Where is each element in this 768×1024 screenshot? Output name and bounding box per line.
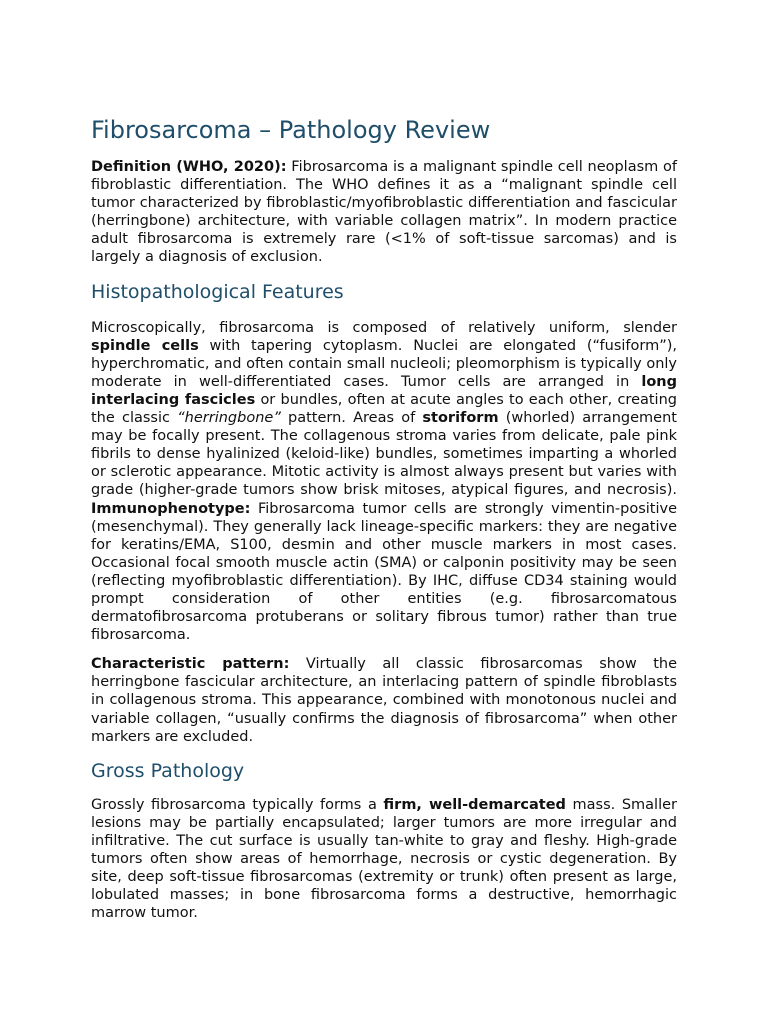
histo-text-1: Microscopically, fibrosarcoma is composed of relatively uniform, slender — [91, 319, 677, 336]
gross-text-1: Grossly fibrosarcoma typically forms a — [91, 796, 384, 813]
definition-label: Definition (WHO, 2020): — [91, 159, 287, 175]
histo-bold-fascicles: long interlacing fascicles — [91, 373, 677, 408]
histopathology-heading: Histopathological Features — [91, 280, 344, 303]
histopathology-paragraph — [91, 319, 677, 645]
histo-bold-spindle-cells: spindle cells — [91, 337, 199, 354]
characteristic-text: Virtually all classic fibrosarcomas show the herringbone fascicular architecture, an interlacing pattern of spindle fibroblasts in collagenous stroma. This appearance, combined with monotonous nuclei and variable collagen, “usually confirms the diagnosis of fibrosarcoma” when other markers are excluded. — [91, 656, 677, 745]
definition-text: Fibrosarcoma is a malignant spindle cell neoplasm of fibroblastic differentiation. The WHO defines it as a “malignant spindle cell tumor characterized by fibroblastic/myofibroblastic differentiation and fascicular (herringbone) architecture, with variable collagen matrix”. In modern practice adult fibrosarcoma is extremely rare (<1% of soft-tissue sarcomas) and is largely a diagnosis of exclusion. — [91, 159, 678, 266]
gross-pathology-paragraph — [91, 796, 677, 923]
histo-text-3: or bundles, often at acute angles to each other, creating the classic — [91, 391, 677, 427]
characteristic-label: Characteristic pattern: — [91, 656, 290, 673]
histo-italic-herringbone: “herringbone” — [177, 410, 281, 427]
histo-text-2: with tapering cytoplasm. Nuclei are elongated (“fusiform”), hyperchromatic, and often contain small nucleoli; pleomorphism is typically only moderate in well-differentiated cases. Tumor cells are arranged in — [91, 337, 677, 390]
histo-bold-immunophenotype: Immunophenotype: — [91, 500, 251, 517]
gross-text-2: mass. Smaller lesions may be partially encapsulated; larger tumors are more irregular and infiltrative. The cut surface is usually tan-white to gray and fleshy. High-grade tumors often show areas of hemorrhage, necrosis or cystic degeneration. By site, deep soft-tissue fibrosarcomas (extremity or trunk) often present as large, lobulated masses; in bone fibrosarcoma forms a destructive, hemorrhagic marrow tumor. — [91, 796, 677, 922]
histo-text-4: pattern. Areas of — [280, 410, 423, 427]
histo-text-6: Fibrosarcoma tumor cells are strongly vimentin-positive (mesenchymal). They generally lack lineage-specific markers: they are negative for keratins/EMA, S100, desmin and other muscle markers in most cases. Occasional focal smooth muscle actin (SMA) or calponin positivity may be seen (reflecting myofibroblastic differentiation). By IHC, diffuse CD34 staining would prompt consideration of other entities (e.g. fibrosarcomatous dermatofibrosarcoma protuberans or solitary fibrous tumor) rather than true fibrosarcoma. — [91, 500, 677, 644]
histo-text-5: (whorled) arrangement may be focally present. The collagenous stroma varies from delicate, pale pink fibrils to dense hyalinized (keloid-like) bundles, sometimes imparting a whorled or sclerotic appearance. Mitotic activity is almost always present but varies with grade (higher-grade tumors show brisk mitoses, atypical figures, and necrosis). — [91, 410, 677, 499]
page-title: Fibrosarcoma – Pathology Review — [91, 116, 491, 144]
gross-pathology-heading: Gross Pathology — [91, 759, 245, 782]
document-page — [91, 112, 677, 922]
characteristic-pattern-paragraph — [91, 655, 677, 745]
histo-bold-storiform: storiform — [422, 410, 499, 427]
definition-paragraph — [91, 158, 677, 267]
gross-bold-firm: firm, well-demarcated — [383, 796, 566, 813]
